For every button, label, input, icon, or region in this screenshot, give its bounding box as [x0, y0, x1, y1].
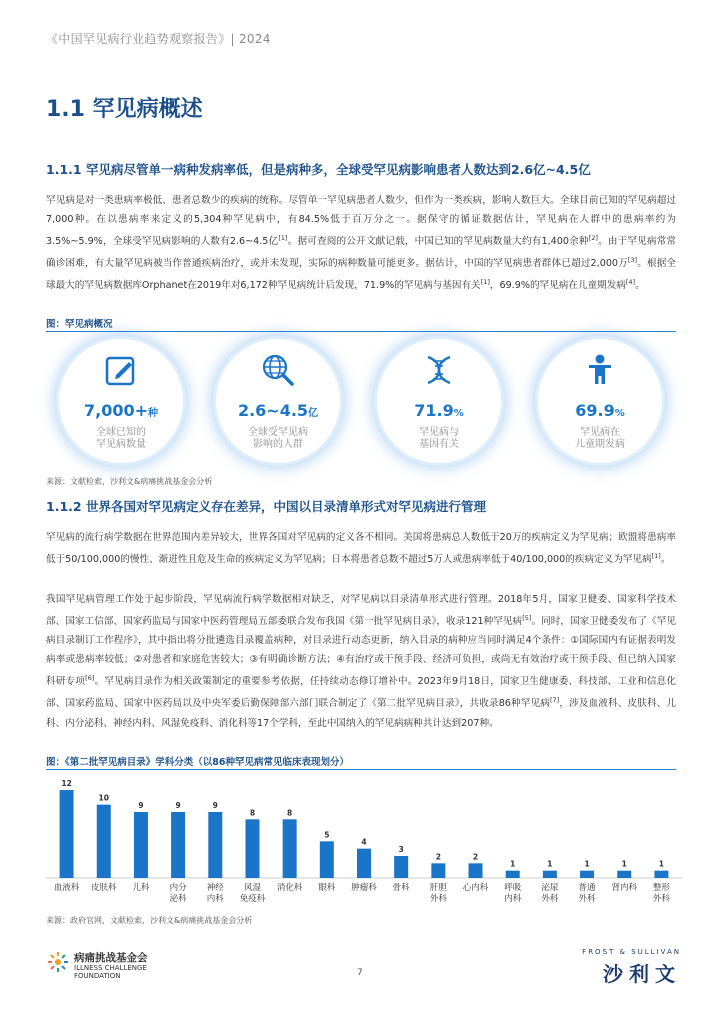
- bar-value-label: 9: [175, 801, 181, 810]
- pencil-icon: [104, 353, 138, 387]
- category-label: 血液科: [53, 883, 80, 893]
- frost-sullivan-cn: 沙利文: [603, 962, 681, 986]
- stat-circle-childhood-onset: 69.9% 罕见病在 儿童期发病: [535, 336, 665, 466]
- category-label: 泌尿: [541, 883, 559, 893]
- category-label: 皮肤科: [91, 883, 117, 893]
- bar-value-label: 2: [435, 852, 441, 862]
- category-label: 儿科: [132, 883, 150, 893]
- category-label: 外科: [429, 894, 447, 904]
- bar-4: [208, 812, 222, 878]
- category-label: 消化科: [276, 883, 303, 893]
- category-label: 内科: [504, 894, 522, 904]
- bar-1: [97, 805, 111, 878]
- category-label: 泌科: [169, 894, 187, 904]
- globe-search-icon: [261, 353, 295, 387]
- category-label: 肿瘤科: [351, 883, 377, 893]
- bar-value-label: 9: [138, 801, 144, 810]
- stat-circle-affected-population: 2.6~4.5亿 全球受罕见病 影响的人群: [213, 336, 343, 466]
- bar-value-label: 8: [287, 808, 293, 818]
- bar-value-label: 1: [584, 859, 590, 869]
- frost-sullivan-logo: [582, 948, 681, 987]
- category-label: 整形: [652, 883, 670, 893]
- bar-value-label: 9: [212, 801, 218, 810]
- page-number: 7: [357, 968, 363, 978]
- bar-3: [171, 812, 185, 878]
- bar-6: [283, 819, 297, 878]
- category-label: 普通: [578, 883, 596, 893]
- stat-circle-rare-disease-count: 7,000+种 全球已知的 罕见病数量: [56, 336, 186, 466]
- category-label: 外科: [652, 894, 670, 904]
- category-label: 骨科: [392, 883, 410, 893]
- bar-8: [357, 849, 371, 878]
- report-header: 《中国罕见病行业趋势观察报告》| 2024: [46, 32, 271, 46]
- figure-source-1: 来源：文献检索，沙利文&病痛挑战基金会分析: [46, 477, 213, 486]
- bar-value-label: 8: [249, 808, 256, 818]
- category-label: 外科: [541, 894, 559, 904]
- category-label: 心内科: [462, 883, 489, 893]
- bar-value-label: 10: [98, 793, 109, 803]
- bar-10: [431, 863, 445, 878]
- bar-value-label: 1: [658, 859, 665, 869]
- figure-label-2: 图：《第二批罕见病目录》学科分类（以86种罕见病常见临床表现划分）: [46, 757, 349, 768]
- bar-5: [245, 819, 259, 878]
- category-label: 肝胆: [429, 883, 447, 893]
- stat-circle-genetic: 71.9% 罕见病与 基因有关: [374, 336, 504, 466]
- category-label: 内分: [169, 883, 187, 893]
- category-label: 免疫科: [239, 894, 266, 904]
- bar-7: [320, 841, 334, 878]
- child-icon: [583, 353, 617, 387]
- figure-label-1: 图：罕见病概况: [46, 319, 113, 330]
- paragraph-3: 我国罕见病管理工作处于起步阶段，罕见病流行病学数据相对缺乏，对罕见病以目录清单形式进行管理。2018年5月，国家卫健委、国家科学技术部、国家工信部、国家药监局与国家中医药管理局五部委联合发布我国《第一批罕见病目录》，收录121种罕见病[5]。同时，国家卫健委发布了《罕见病目录制订工作程序》，其中指出将分批遴选目录覆盖病种，对目录进行动态更新，纳入目录的病种应当同时满足4个条件：①国际国内有证据表明发病率或患病率较低；②对患者和家庭危害较大；③有明确诊断方法；④有治疗或干预手段、经济可负担，或尚无有效治疗或干预手段、但已纳入国家科研专项[6]。罕见病目录作为相关政策制定的重要参考依据，任持续动态修订增补中。2023年9月18日，国家卫生健康委、科技部、工业和信息化部、国家药监局、国家中医药局以及中央军委后勤保障部六部门联合制定了《第二批罕见病目录》，共收录86种罕见病[7]，涉及血液科、皮肤科、儿科、内分泌科、神经内科、风湿免疫科、消化科等17个学科，至此中国纳入的罕见病病种共计达到207种。: [46, 594, 677, 729]
- category-label: 外科: [578, 894, 596, 904]
- bar-2: [134, 812, 148, 878]
- bar-value-label: 3: [398, 845, 404, 854]
- bar-0: [60, 790, 74, 878]
- bar-value-label: 4: [361, 837, 367, 847]
- bar-12: [506, 871, 520, 878]
- figure-source-2: 来源：政府官网，文献检索，沙利文&病痛挑战基金会分析: [46, 916, 253, 925]
- category-label: 神经: [206, 883, 224, 893]
- category-label: 呼吸: [504, 883, 522, 893]
- figure-divider-1: [46, 331, 676, 332]
- frost-sullivan-en: FROST & SULLIVAN: [582, 948, 681, 956]
- category-label: 肾内科: [611, 883, 637, 893]
- bar-value-label: 1: [510, 859, 516, 869]
- paragraph-1: 罕见病是对一类患病率极低、患者总数少的疾病的统称。尽管单一罕见病患者人数少，但作为一类疾病，影响人数巨大。全球目前已知的罕见病超过7,000种。在以患病率来定义的5,304种罕见病中，有84.5%低于百万分之一。据保守的循证数据估计，罕见病在人群中的患病率约为3.5%~5.9%，全球受罕见病影响的人数有2.6~4.5亿[1]。据可查阅的公开文献记载，中国已知的罕见病数量大约有1,400余种[2]。由于罕见病常常确诊困难，有大量罕见病被当作普通疾病治疗，或并未发现，实际的病种数量可能更多。据估计，中国的罕见病患者群体已超过2,000万[3]。根据全球最大的罕见病数据库Orphanet在2019年对6,172种罕见病统计后发现，71.9%的罕见病与基因有关[1]，69.9%的罕见病在儿童期发病[4]。: [46, 195, 677, 292]
- category-label: 眼科: [318, 883, 336, 893]
- bar-value-label: 5: [324, 830, 330, 840]
- bar-9: [394, 856, 408, 878]
- subsection-title-1: 1.1.1 罕见病尽管单一病种发病率低，但是病种多，全球受罕见病影响患者人数达到2.6亿~4.5亿: [46, 162, 591, 177]
- bar-15: [617, 871, 631, 878]
- discipline-bar-chart: [46, 780, 686, 910]
- bar-11: [469, 863, 483, 878]
- dna-icon: [422, 353, 456, 387]
- foundation-name-en: ILLNESS CHALLENGE FOUNDATION: [74, 964, 147, 980]
- bar-value-label: 2: [472, 852, 479, 862]
- subsection-title-2: 1.1.2 世界各国对罕见病定义存在差异，中国以目录清单形式对罕见病进行管理: [46, 499, 486, 514]
- bar-value-label: 12: [61, 780, 72, 788]
- foundation-name-cn: 病痛挑战基金会: [74, 952, 148, 964]
- foundation-logo: [46, 950, 148, 980]
- paragraph-2: 罕见病的流行病学数据在世界范围内差异较大，世界各国对罕见病的定义各不相同。美国将患病总人数低于20万的疾病定义为罕见病；欧盟将患病率低于50/100,000的慢性、渐进性且危及生命的疾病定义为罕见病；日本将患者总数不超过5万人或患病率低于40/100,000的疾病定义为罕见病[1]。: [46, 532, 676, 566]
- bar-value-label: 1: [547, 859, 553, 869]
- bar-value-label: 1: [621, 859, 627, 869]
- bar-16: [654, 871, 668, 878]
- bar-14: [580, 871, 594, 878]
- section-title: 1.1 罕见病概述: [46, 97, 203, 122]
- foundation-logo-icon: [46, 950, 70, 974]
- category-label: 内科: [206, 894, 224, 904]
- category-label: 风湿: [243, 883, 261, 893]
- figure-divider-2: [46, 769, 676, 770]
- bar-13: [543, 871, 557, 878]
